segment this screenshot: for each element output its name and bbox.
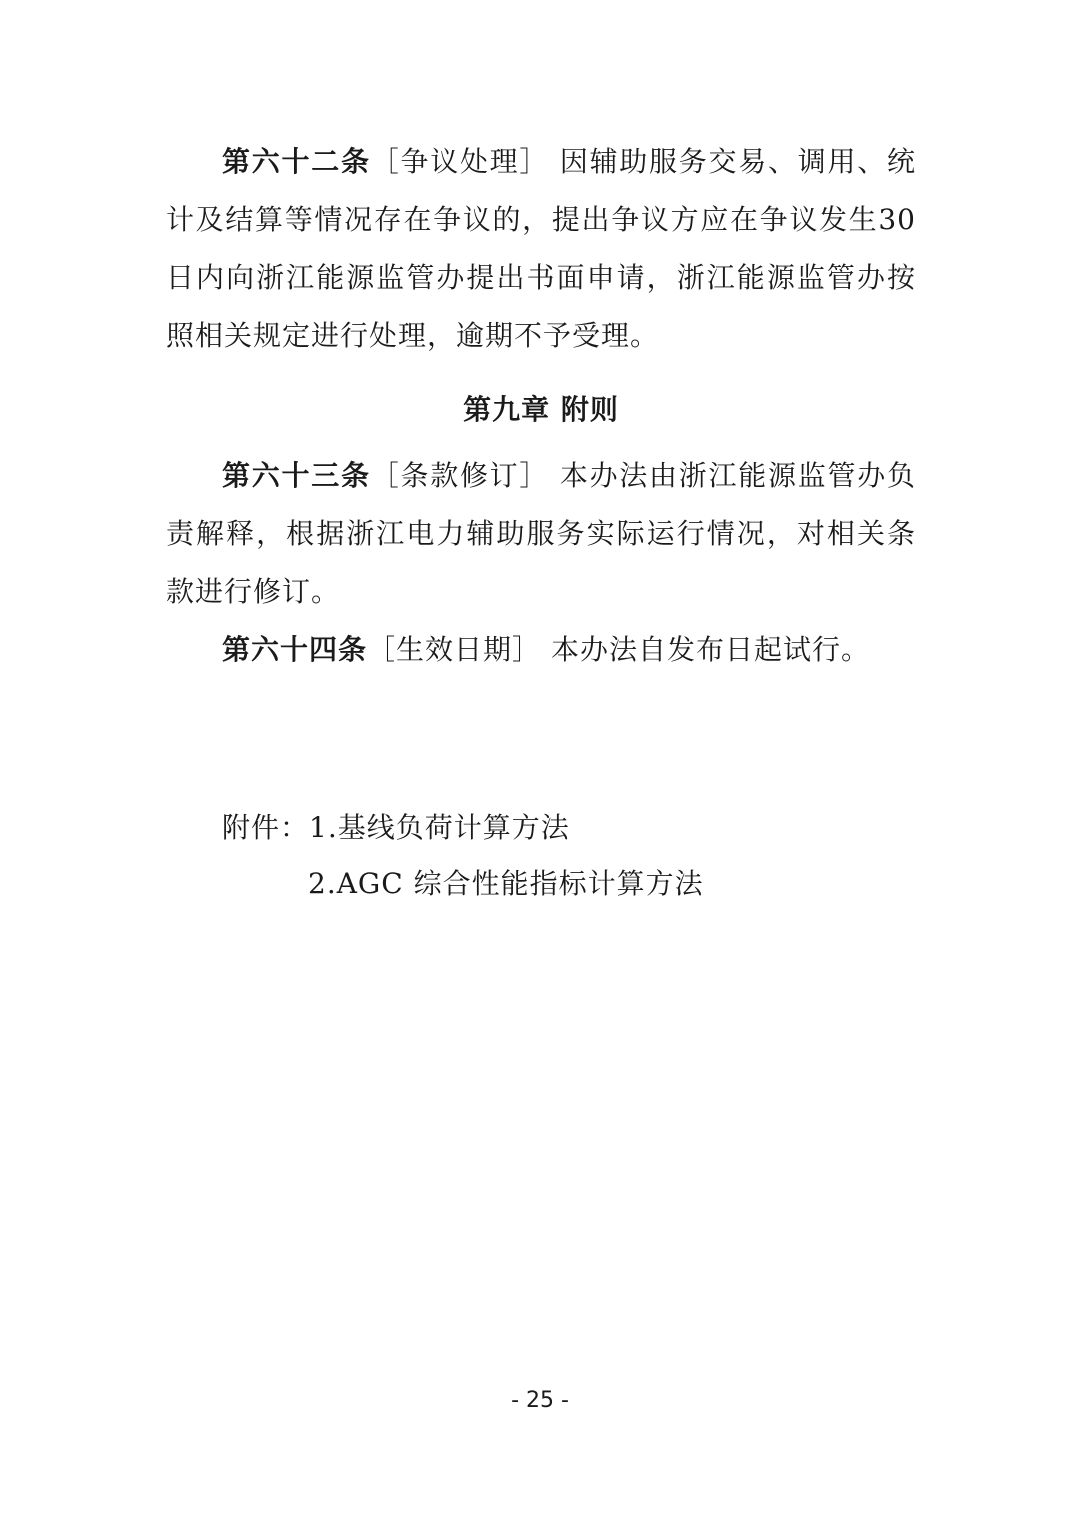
attachment-item: 2.AGC 综合性能指标计算方法 [308, 867, 704, 900]
article-number: 第六十四条 [222, 633, 368, 666]
chapter-heading: 第九章 附则 [463, 393, 619, 426]
article-62 [166, 133, 916, 365]
attachment-item: 1.基线负荷计算方法 [309, 811, 570, 844]
article-text: 本办法自发布日起试行。 [550, 633, 870, 666]
article-title: ［争议处理］ [370, 145, 550, 178]
article-64 [166, 621, 916, 679]
article-text: 因辅助服务交易、调用、统计及结算等情况存在争议的，提出争议方应在争议发生30日内向浙江能源监管办提出书面申请，浙江能源监管办按照相关规定进行处理，逾期不予受理。 [166, 145, 916, 352]
document-body [166, 133, 916, 679]
attachments-label: 附件： [222, 811, 310, 844]
page-number: - 25 - [511, 1388, 569, 1413]
attachment-row-2 [222, 856, 704, 912]
article-title: ［条款修订］ [370, 459, 550, 492]
article-text: 本办法由浙江能源监管办负责解释，根据浙江电力辅助服务实际运行情况，对相关条款进行修订。 [166, 459, 916, 608]
attachments-list [222, 800, 704, 912]
article-title: ［生效日期］ [367, 633, 542, 666]
article-number: 第六十二条 [222, 145, 371, 178]
article-63 [166, 447, 916, 621]
article-number: 第六十三条 [222, 459, 371, 492]
attachment-row-1 [222, 800, 704, 856]
